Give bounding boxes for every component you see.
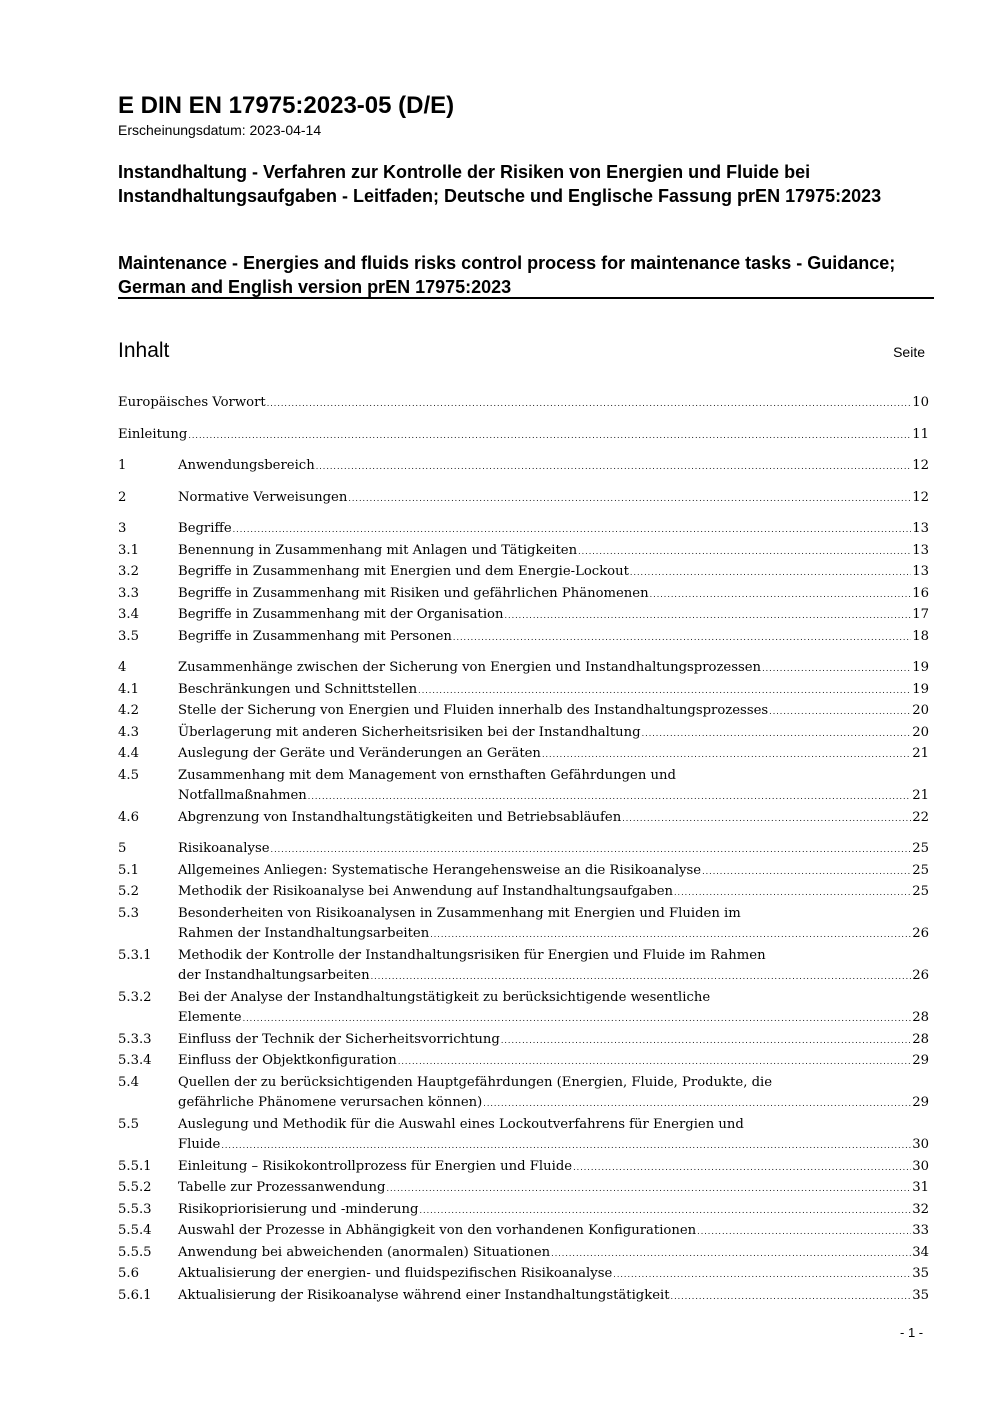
toc-entry-title: Begriffe in Zusammenhang mit Energien und dem Energie-Lockout (178, 564, 629, 579)
toc-entry-page: 26 (912, 968, 929, 983)
toc-entry-page: 12 (912, 458, 929, 473)
toc-dot-leader (308, 787, 911, 808)
toc-entry-title: Fluide (178, 1137, 221, 1152)
toc-entry-title: Auslegung und Methodik für die Auswahl eines Lockoutverfahrens für Energien und (178, 1116, 744, 1132)
document-id: E DIN EN 17975:2023-05 (D/E) (118, 92, 455, 119)
toc-entry-page: 25 (912, 862, 929, 878)
toc-entry-page: 30 (912, 1158, 929, 1174)
toc-entry[interactable] (118, 988, 929, 1030)
toc-entry-number: 4.4 (118, 746, 139, 761)
toc-entry-title: gefährliche Phänomene verursachen können) (178, 1095, 483, 1110)
toc-dot-leader (221, 1136, 911, 1157)
toc-dot-leader (642, 724, 912, 745)
toc-entry-title: Risikoanalyse (178, 841, 270, 856)
toc-dot-leader (348, 489, 911, 510)
toc-dot-leader (702, 862, 911, 883)
toc-entry-page: 29 (912, 1095, 929, 1110)
toc-entry-number: 4.6 (118, 809, 139, 825)
toc-entry-number: 5.5.3 (118, 1201, 152, 1217)
toc-group-gap (118, 648, 929, 658)
toc-entry[interactable] (118, 808, 929, 830)
toc-entry-number: 5.4 (118, 1074, 139, 1090)
toc-entry-page: 18 (912, 628, 929, 644)
toc-entry[interactable] (118, 1030, 929, 1052)
toc-entry-page: 28 (912, 1031, 929, 1047)
toc-entry[interactable] (118, 701, 929, 723)
toc-entry-title: Beschränkungen und Schnittstellen (178, 681, 418, 697)
toc-entry-title: Risikopriorisierung und -minderung (178, 1201, 419, 1217)
toc-entry[interactable] (118, 456, 929, 478)
toc-entry-page: 21 (912, 746, 929, 761)
toc-entry[interactable] (118, 1115, 929, 1157)
toc-entry-title: Auswahl der Prozesse in Abhängigkeit von den vorhandenen Konfigurationen (178, 1223, 697, 1238)
toc-entry-page: 10 (912, 395, 929, 410)
toc-entry[interactable] (118, 904, 929, 946)
toc-entry[interactable] (118, 744, 929, 766)
toc-dot-leader (613, 1265, 911, 1286)
toc-entry-title: Zusammenhänge zwischen der Sicherung von Energien und Instandhaltungsprozessen (178, 660, 762, 675)
toc-dot-leader (233, 520, 912, 541)
toc-entry-page: 13 (912, 564, 929, 579)
toc-entry-number: 5.5.1 (118, 1158, 152, 1174)
toc-dot-leader (573, 1158, 911, 1179)
toc-entry[interactable] (118, 605, 929, 627)
toc-entry-page: 22 (912, 809, 929, 825)
toc-entry[interactable] (118, 946, 929, 988)
toc-entry-number: 3.4 (118, 607, 139, 622)
toc-entry-page: 17 (912, 607, 929, 622)
toc-entry-page: 19 (912, 681, 929, 697)
toc-entry-page: 11 (912, 426, 929, 442)
toc-dot-leader (671, 1287, 912, 1308)
toc-entry-number: 5.3.1 (118, 947, 152, 963)
toc-entry-number: 5.3.3 (118, 1031, 152, 1047)
toc-dot-leader (419, 1201, 911, 1222)
toc-dot-leader (453, 628, 911, 649)
toc-entry-number: 5.1 (118, 862, 139, 878)
toc-entry-number: 2 (118, 489, 127, 505)
title-divider (118, 297, 934, 299)
toc-entry-number: 4.1 (118, 681, 139, 697)
toc-entry-number: 3.2 (118, 564, 139, 579)
toc-group-gap (118, 509, 929, 519)
toc-entry-page: 34 (912, 1244, 929, 1260)
toc-entry-title: Einleitung (118, 426, 188, 442)
toc-entry[interactable] (118, 1178, 929, 1200)
toc-entry[interactable] (118, 488, 929, 510)
toc-entry[interactable] (118, 541, 929, 563)
toc-entry-title: Benennung in Zusammenhang mit Anlagen und Tätigkeiten (178, 542, 578, 558)
toc-entry[interactable] (118, 1051, 929, 1073)
toc-heading: Inhalt (118, 339, 170, 362)
toc-entry-title: Normative Verweisungen (178, 489, 348, 505)
toc-entry[interactable] (118, 627, 929, 649)
toc-entry-number: 4 (118, 660, 127, 675)
toc-entry-number: 3.1 (118, 542, 139, 558)
toc-entry[interactable] (118, 1221, 929, 1243)
toc-entry-title: Anwendung bei abweichenden (anormalen) Situationen (178, 1244, 551, 1260)
toc-entry-title: Aktualisierung der Risikoanalyse während einer Instandhaltungstätigkeit (178, 1287, 670, 1303)
toc-dot-leader (483, 1094, 911, 1115)
toc-dot-leader (243, 1009, 912, 1030)
toc-entry-title: Einfluss der Objektkonfiguration (178, 1053, 397, 1068)
toc-entry-page: 16 (912, 585, 929, 601)
toc-entry-title: Anwendungsbereich (178, 458, 315, 473)
title-english: Maintenance - Energies and fluids risks control process for maintenance tasks - Guidance; German and English version prEN 17975:2023 (118, 253, 896, 297)
toc-entry-number: 3 (118, 521, 127, 536)
toc-entry-title: Abgrenzung von Instandhaltungstätigkeiten und Betriebsabläufen (178, 809, 622, 825)
toc-entry-title: Notfallmaßnahmen (178, 788, 307, 803)
toc-entry[interactable] (118, 425, 929, 447)
toc-entry-number: 4.5 (118, 767, 139, 783)
toc-entry-page: 20 (912, 724, 929, 740)
toc-entry-number: 3.5 (118, 628, 139, 644)
toc-group-gap (118, 415, 929, 425)
toc-entry-number: 5.3 (118, 905, 139, 921)
toc-entry-page: 12 (912, 489, 929, 505)
toc-entry-title: Begriffe (178, 521, 232, 536)
toc-dot-leader (398, 1052, 911, 1073)
toc-entry-title: Allgemeines Anliegen: Systematische Herangehensweise an die Risikoanalyse (178, 862, 702, 878)
toc-entry-number: 5.3.2 (118, 989, 152, 1005)
toc-dot-leader (650, 585, 912, 606)
toc-dot-leader (418, 681, 911, 702)
publication-date: Erscheinungsdatum: 2023-04-14 (118, 122, 322, 138)
toc-entry-page: 25 (912, 841, 929, 856)
toc-entry-page: 29 (912, 1053, 929, 1068)
toc-entry-page: 19 (912, 660, 929, 675)
toc-entry-title: Auslegung der Geräte und Veränderungen an Geräten (178, 746, 541, 761)
toc-entry-page: 20 (912, 703, 929, 718)
toc-entry-page: 33 (912, 1223, 929, 1238)
toc-dot-leader (542, 745, 911, 766)
toc-entry[interactable] (118, 839, 929, 861)
toc-entry[interactable] (118, 1073, 929, 1115)
toc-entry[interactable] (118, 723, 929, 745)
toc-entry-page: 13 (912, 542, 929, 558)
toc-entry-title: Begriffe in Zusammenhang mit Personen (178, 628, 452, 644)
toc-entry-title: der Instandhaltungsarbeiten (178, 968, 370, 983)
toc-entry-page: 28 (912, 1010, 929, 1025)
toc-dot-leader (316, 457, 912, 478)
table-of-contents (118, 393, 929, 1307)
toc-entry-number: 4.2 (118, 703, 139, 718)
toc-entry-number: 4.3 (118, 724, 139, 740)
toc-entry[interactable] (118, 393, 929, 415)
toc-dot-leader (504, 606, 911, 627)
toc-entry-number: 5.5.4 (118, 1223, 152, 1238)
toc-entry-number: 5.6.1 (118, 1287, 152, 1303)
toc-dot-leader (769, 702, 911, 723)
toc-entry-title: Aktualisierung der energien- und fluidspezifischen Risikoanalyse (178, 1266, 613, 1281)
toc-entry-page: 30 (912, 1137, 929, 1152)
toc-group-gap (118, 446, 929, 456)
toc-entry-title: Methodik der Risikoanalyse bei Anwendung auf Instandhaltungsaufgaben (178, 884, 674, 899)
toc-dot-leader (371, 967, 912, 988)
toc-entry-page: 31 (912, 1180, 929, 1195)
toc-entry-title: Überlagerung mit anderen Sicherheitsrisiken bei der Instandhaltung (178, 724, 641, 740)
toc-entry-number: 5.3.4 (118, 1053, 152, 1068)
toc-entry-page: 13 (912, 521, 929, 536)
toc-page-label: Seite (893, 344, 925, 360)
toc-entry-title: Quellen der zu berücksichtigenden Hauptgefährdungen (Energien, Fluide, Produkte, die (178, 1074, 773, 1090)
toc-dot-leader (551, 1244, 911, 1265)
toc-entry-page: 21 (912, 788, 929, 803)
toc-entry-number: 3.3 (118, 585, 139, 601)
toc-entry-title: Elemente (178, 1010, 242, 1025)
toc-entry-title: Besonderheiten von Risikoanalysen in Zusammenhang mit Energien und Fluiden im (178, 905, 741, 921)
toc-entry-page: 25 (912, 884, 929, 899)
toc-dot-leader (578, 542, 911, 563)
toc-entry[interactable] (118, 562, 929, 584)
toc-dot-leader (630, 563, 911, 584)
toc-entry-number: 5.5.2 (118, 1180, 152, 1195)
toc-entry-number: 5 (118, 841, 127, 856)
toc-entry[interactable] (118, 658, 929, 680)
toc-entry-title: Stelle der Sicherung von Energien und Fluiden innerhalb des Instandhaltungsprozesses (178, 703, 769, 718)
toc-entry-title: Einleitung – Risikokontrollprozess für Energien und Fluide (178, 1158, 573, 1174)
toc-entry[interactable] (118, 584, 929, 606)
toc-group-gap (118, 829, 929, 839)
toc-entry-page: 26 (912, 926, 929, 941)
toc-entry-title: Bei der Analyse der Instandhaltungstätigkeit zu berücksichtigende wesentliche (178, 989, 711, 1005)
toc-entry-title: Tabelle zur Prozessanwendung (178, 1180, 386, 1195)
toc-dot-leader (622, 809, 911, 830)
toc-entry-title: Methodik der Kontrolle der Instandhaltungsrisiken für Energien und Fluide im Rahmen (178, 947, 766, 963)
toc-entry-title: Rahmen der Instandhaltungsarbeiten (178, 926, 430, 941)
toc-entry[interactable] (118, 1157, 929, 1179)
toc-dot-leader (697, 1222, 911, 1243)
toc-entry[interactable] (118, 1243, 929, 1265)
toc-dot-leader (501, 1031, 911, 1052)
toc-entry[interactable] (118, 519, 929, 541)
toc-dot-leader (271, 840, 912, 861)
toc-group-gap (118, 478, 929, 488)
toc-entry-number: 1 (118, 458, 127, 473)
toc-entry-title: Begriffe in Zusammenhang mit der Organisation (178, 607, 504, 622)
toc-dot-leader (762, 659, 911, 680)
toc-dot-leader (267, 394, 912, 415)
toc-entry[interactable] (118, 680, 929, 702)
toc-entry[interactable] (118, 861, 929, 883)
toc-entry[interactable] (118, 1264, 929, 1286)
page-number: - 1 - (900, 1325, 924, 1340)
toc-entry-title: Europäisches Vorwort (118, 395, 266, 410)
toc-dot-leader (386, 1179, 911, 1200)
toc-entry[interactable] (118, 1200, 929, 1222)
toc-entry-title: Einfluss der Technik der Sicherheitsvorrichtung (178, 1031, 500, 1047)
toc-entry-page: 35 (912, 1287, 929, 1303)
toc-entry-number: 5.6 (118, 1266, 139, 1281)
toc-entry-page: 32 (912, 1201, 929, 1217)
toc-entry-number: 5.5.5 (118, 1244, 152, 1260)
toc-entry-page: 35 (912, 1266, 929, 1281)
toc-entry-number: 5.2 (118, 884, 139, 899)
toc-entry[interactable] (118, 1286, 929, 1308)
toc-dot-leader (674, 883, 911, 904)
toc-entry-number: 5.5 (118, 1116, 139, 1132)
toc-entry-title: Zusammenhang mit dem Management von ernsthaften Gefährdungen und (178, 767, 676, 783)
toc-entry[interactable] (118, 882, 929, 904)
toc-entry-title: Begriffe in Zusammenhang mit Risiken und gefährlichen Phänomenen (178, 585, 649, 601)
toc-entry[interactable] (118, 766, 929, 808)
toc-dot-leader (430, 925, 911, 946)
title-german: Instandhaltung - Verfahren zur Kontrolle der Risiken von Energien und Fluide bei Instandhaltungsaufgaben - Leitfaden; Deutsche und Englische Fassung prEN 17975:2023 (118, 162, 882, 206)
toc-dot-leader (188, 426, 911, 447)
